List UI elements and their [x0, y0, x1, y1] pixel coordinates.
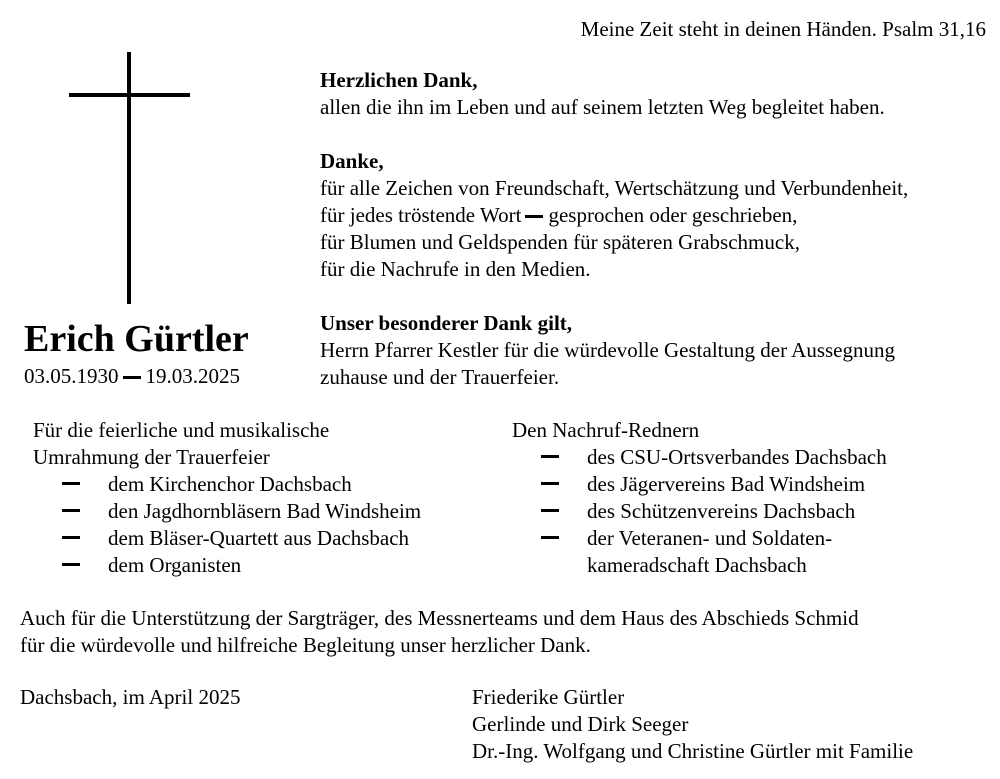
life-dates: [24, 363, 240, 390]
heading-besonderer-dank: Unser besonderer Dank gilt,: [320, 311, 573, 335]
speakers-intro: Den Nachruf-Rednern: [512, 418, 700, 442]
thanks-text: zuhause und der Trauerfeier.: [320, 365, 560, 389]
signers: [472, 684, 913, 765]
list-item: des CSU-Ortsverbandes Dachsbach: [512, 444, 887, 471]
birth-date: 03.05.1930: [24, 364, 119, 388]
cross-horizontal-bar: [69, 93, 190, 97]
dash-icon: [62, 509, 80, 512]
speakers-thanks-list: [512, 417, 887, 579]
thanks-section: [320, 67, 908, 418]
thanks-text: für Blumen und Geldspenden für späteren Grabschmuck,: [320, 230, 800, 254]
place-and-date: Dachsbach, im April 2025: [20, 685, 241, 709]
dash-icon: [525, 215, 543, 218]
dash-icon: [62, 563, 80, 566]
thanks-text: für alle Zeichen von Freundschaft, Wertschätzung und Verbundenheit,: [320, 176, 909, 200]
music-intro: Umrahmung der Trauerfeier: [33, 445, 270, 469]
dash-icon: [62, 536, 80, 539]
heading-herzlichen-dank: Herzlichen Dank,: [320, 68, 478, 92]
dash-icon: [62, 482, 80, 485]
heading-danke: Danke,: [320, 149, 384, 173]
psalm-motto: Meine Zeit steht in deinen Händen. Psalm 31,16: [580, 17, 986, 41]
signer: Friederike Gürtler: [472, 685, 625, 709]
list-item: des Schützenvereins Dachsbach: [512, 498, 887, 525]
list-item: dem Bläser-Quartett aus Dachsbach: [33, 525, 421, 552]
list-item: dem Organisten: [33, 552, 421, 579]
signer: Dr.-Ing. Wolfgang und Christine Gürtler mit Familie: [472, 739, 914, 763]
dash-icon: [123, 376, 141, 379]
dash-icon: [541, 455, 559, 458]
list-item: der Veteranen- und Soldaten-: [512, 525, 887, 552]
thanks-block-3: [320, 310, 908, 391]
deceased-name: Erich Gürtler: [24, 318, 249, 360]
music-intro: Für die feierliche und musikalische: [33, 418, 330, 442]
dash-icon: [541, 536, 559, 539]
closing-line: Auch für die Unterstützung der Sargträger, des Messnerteams und dem Haus des Abschieds Schmid: [20, 606, 859, 630]
list-item: den Jagdhornbläsern Bad Windsheim: [33, 498, 421, 525]
closing-line: für die würdevolle und hilfreiche Begleitung unser herzlicher Dank.: [20, 633, 591, 657]
dash-icon: [541, 509, 559, 512]
thanks-block-2: [320, 148, 908, 283]
list-item: des Jägervereins Bad Windsheim: [512, 471, 887, 498]
death-date: 19.03.2025: [145, 364, 240, 388]
thanks-block-1: [320, 67, 908, 121]
thanks-text: für die Nachrufe in den Medien.: [320, 257, 591, 281]
thanks-text: allen die ihn im Leben und auf seinem letzten Weg begleitet haben.: [320, 95, 885, 119]
thanks-text: Herrn Pfarrer Kestler für die würdevolle Gestaltung der Aussegnung: [320, 338, 895, 362]
signer: Gerlinde und Dirk Seeger: [472, 712, 689, 736]
thanks-text: für jedes tröstende Wort gesprochen oder geschrieben,: [320, 203, 798, 227]
cross-vertical-bar: [127, 52, 131, 304]
music-thanks-list: [33, 417, 421, 579]
closing-thanks: [20, 605, 859, 659]
list-item: dem Kirchenchor Dachsbach: [33, 471, 421, 498]
list-item-continuation: kameradschaft Dachsbach: [587, 553, 807, 577]
dash-icon: [541, 482, 559, 485]
